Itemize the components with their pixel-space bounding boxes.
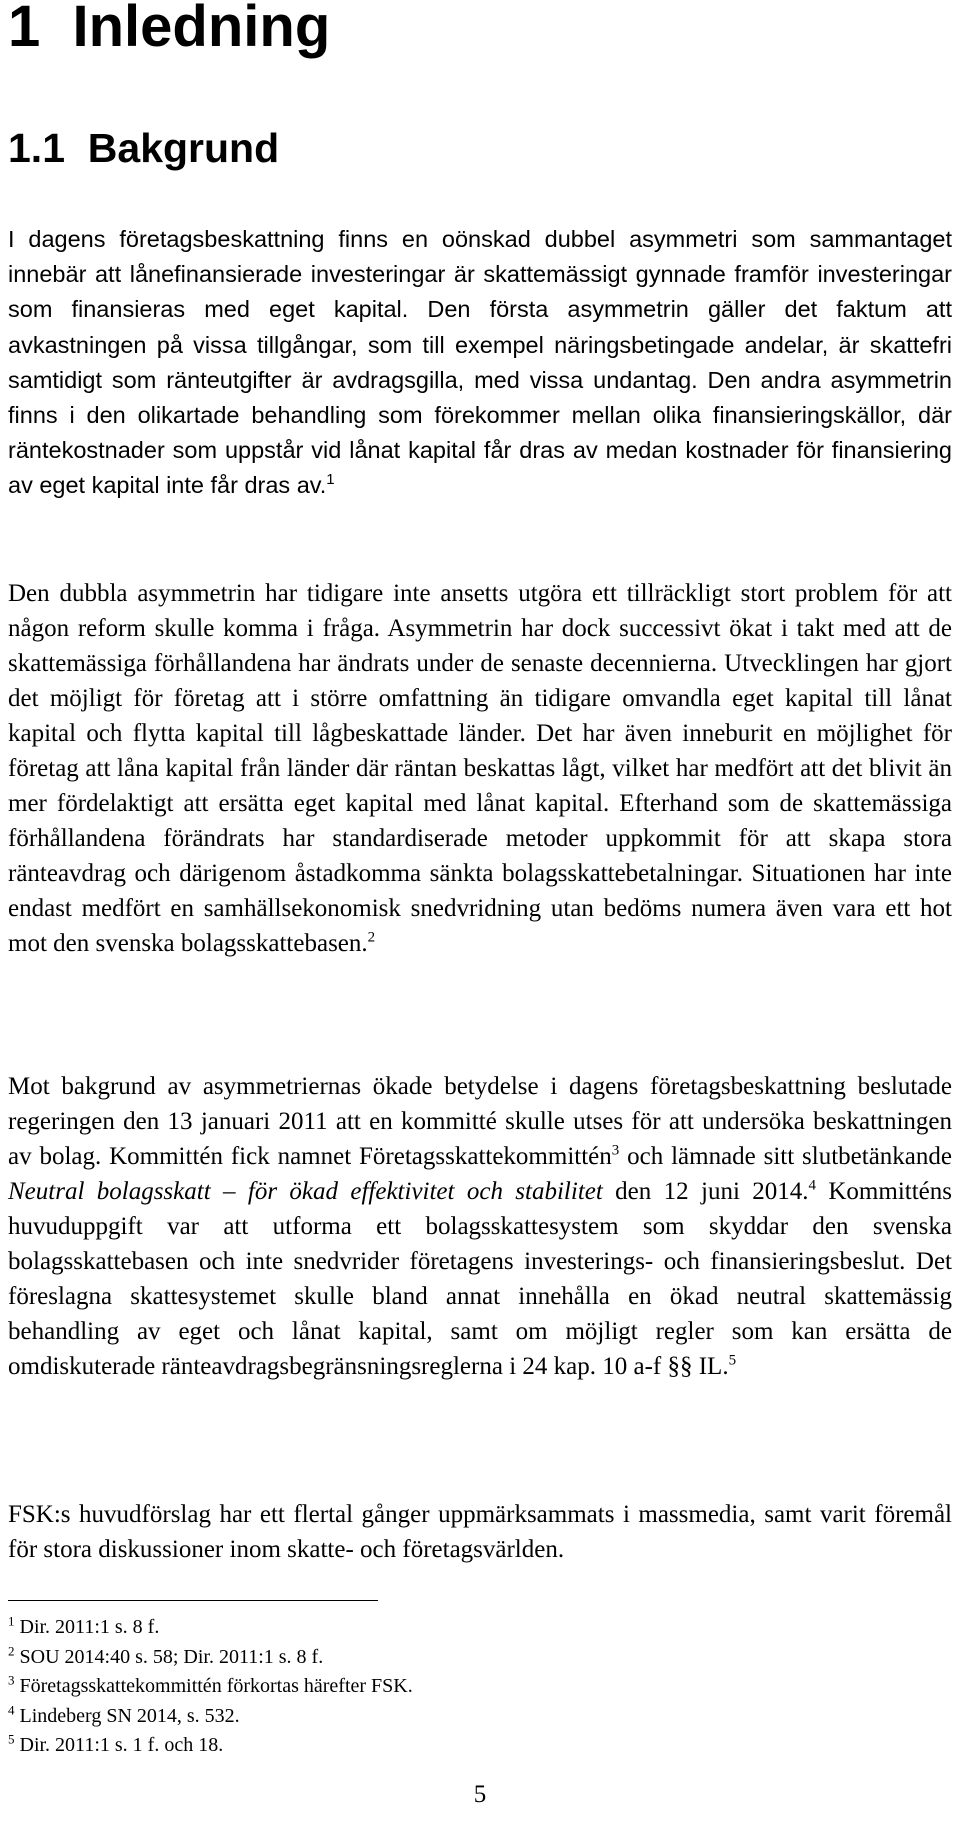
footnotes (8, 1613, 908, 1761)
footnote-number: 3 (8, 1672, 15, 1688)
footnote (8, 1613, 908, 1643)
paragraph-1 (8, 222, 952, 504)
footnote-text: Dir. 2011:1 s. 1 f. och 18. (19, 1734, 224, 1756)
footnote-number: 1 (8, 1613, 15, 1629)
footnote-ref-3: 3 (611, 1142, 620, 1159)
paragraph-2 (8, 576, 952, 961)
paragraph-4-text: FSK:s huvudförslag har ett flertal gånger uppmärksammats i massmedia, samt varit föremål för stora diskussioner inom skatte- och företagsvärlden. (8, 1501, 952, 1563)
footnote-number: 2 (8, 1642, 15, 1658)
footnote-ref-4: 4 (808, 1177, 817, 1194)
footnote-text: Lindeberg SN 2014, s. 532. (19, 1704, 240, 1727)
footnote-ref-1: 1 (326, 471, 335, 489)
paragraph-1-text: I dagens företagsbeskattning finns en oönskad dubbel asymmetri som sammantaget innebär att lånefinansierade investeringar är skattemässigt gynnade framför investeringar som finansieras med eget kapital. Den första asymmetrin gäller det faktum att avkastningen på vissa tillgångar, som till exempel näringsbetingade andelar, är skattefri samtidigt som ränteutgifter är avdragsgilla, med vissa undantag. Den andra asymmetrin finns i den olikartade behandling som förekommer mellan olika finansieringskällor, där räntekostnader som uppstår vid lånat kapital får dras av medan kostnader för finansiering av eget kapital inte får dras av. (8, 226, 952, 499)
chapter-title: Inledning (72, 0, 331, 59)
chapter-number: 1 (8, 0, 41, 59)
paragraph-3-text-d: Kommitténs huvuduppgift var att utforma ett bolagsskattesystem som skyddar den svenska bolagsskattebasen och inte snedvrider företagens investerings- och finansieringsbeslut. Det föreslagna skattesystemet skulle bland annat innehålla en ökad neutral skattemässig behandling av eget och lånat kapital, samt om möjligt regler som kan ersätta de omdiskuterade ränteavdragsbegränsningsreglerna i 24 kap. 10 a-f §§ IL. (8, 1178, 952, 1380)
footnote-number: 4 (8, 1701, 15, 1717)
chapter-heading (8, 0, 330, 62)
report-title: Neutral bolagsskatt – för ökad effektivitet och stabilitet (8, 1178, 603, 1205)
footnote-text: Företagsskattekommittén förkortas härefter FSK. (19, 1675, 413, 1697)
paragraph-4 (8, 1497, 952, 1567)
paragraph-2-text: Den dubbla asymmetrin har tidigare inte ansetts utgöra ett tillräckligt stort problem för att någon reform skulle komma i fråga. Asymmetrin har dock successivt ökat i takt med att de skattemässiga förhållandena har ändrats under de senaste decennierna. Utvecklingen har gjort det möjligt för företag att i större omfattning än tidigare omvandla eget kapital till lånat kapital och flytta kapital till lågbeskattade länder. Det har även inneburit en möjlighet för företag att låna kapital från länder där räntan beskattas lågt, vilket har medfört att det blivit än mer fördelaktigt att ersätta eget kapital med lånat kapital. Efterhand som de skattemässiga förhållandena förändrats har standardiserade metoder uppkommit för att skapa stora ränteavdrag och därigenom åstadkomma sänkta bolagsskattebetalningar. Situationen har inte endast medfört en samhällsekonomisk snedvridning utan bedöms numera även vara ett hot mot den svenska bolagsskattebasen. (8, 580, 952, 957)
footnote-text: Dir. 2011:1 s. 8 f. (19, 1616, 160, 1638)
footnote-separator (8, 1600, 378, 1601)
paragraph-3-text-c: den 12 juni 2014. (602, 1178, 809, 1205)
section-heading (8, 123, 279, 173)
section-number: 1.1 (8, 125, 65, 171)
paragraph-3-text-b: och lämnade sitt slutbetänkande (619, 1143, 953, 1170)
footnote (8, 1643, 908, 1673)
page-number: 5 (473, 1781, 487, 1808)
footnote-number: 5 (8, 1731, 15, 1747)
footnote-ref-2: 2 (367, 929, 376, 946)
footnote-ref-5: 5 (728, 1352, 737, 1369)
paragraph-3-text-a: Mot bakgrund av asymmetriernas ökade betydelse i dagens företagsbeskattning beslutade regeringen den 13 januari 2011 att en kommitté skulle utses för att undersöka beskattningen av bolag. Kommittén fick namnet Företagsskattekommittén (8, 1073, 952, 1170)
footnote-text: SOU 2014:40 s. 58; Dir. 2011:1 s. 8 f. (19, 1645, 324, 1668)
paragraph-3 (8, 1069, 952, 1384)
footnote (8, 1731, 908, 1761)
footnote (8, 1672, 908, 1702)
footnote (8, 1702, 908, 1732)
section-title: Bakgrund (87, 125, 280, 171)
